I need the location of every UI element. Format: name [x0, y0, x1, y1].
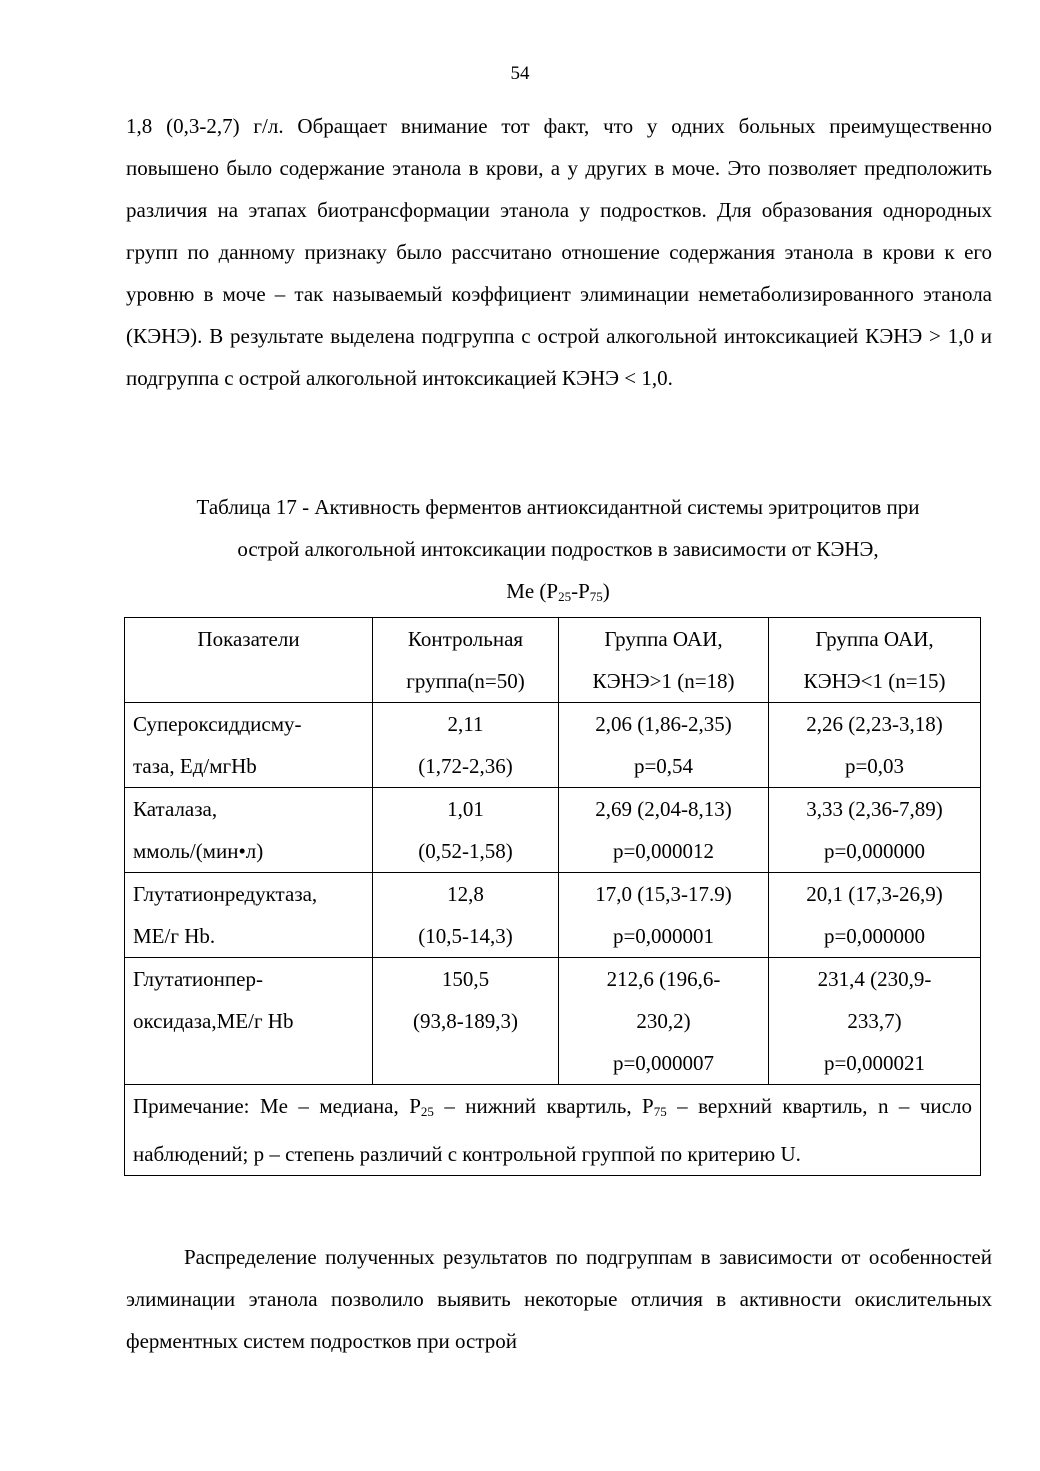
- cell-group-over-1: 17,0 (15,3-17.9) p=0,000001: [559, 873, 769, 958]
- table-note-row: [125, 1085, 981, 1176]
- caption-line-2: острой алкогольной интоксикации подростков в зависимости от КЭНЭ,: [237, 537, 879, 561]
- cell-control: 1,01 (0,52-1,58): [373, 788, 559, 873]
- table-header-row: [125, 618, 981, 703]
- header-cell-control: Контрольная группа(n=50): [373, 618, 559, 703]
- table-caption: [100, 486, 1016, 618]
- row-label: Супероксиддисму- таза, Ед/мгHb: [125, 703, 373, 788]
- cell-group-under-1: 20,1 (17,3-26,9) p=0,000000: [769, 873, 981, 958]
- cell-control: 150,5 (93,8-189,3): [373, 958, 559, 1085]
- page-number: 54: [510, 63, 530, 84]
- row-label: Каталаза, ммоль/(мин•л): [125, 788, 373, 873]
- header-cell-indicators: Показатели: [125, 618, 373, 703]
- row-label: Глутатионредуктаза, МЕ/г Hb.: [125, 873, 373, 958]
- cell-group-over-1: 2,06 (1,86-2,35) p=0,54: [559, 703, 769, 788]
- caption-line-1: Таблица 17 - Активность ферментов антиоксидантной системы эритроцитов при: [196, 495, 920, 519]
- cell-group-under-1: 2,26 (2,23-3,18) p=0,03: [769, 703, 981, 788]
- cell-group-under-1: 231,4 (230,9- 233,7) p=0,000021: [769, 958, 981, 1085]
- cell-group-over-1: 212,6 (196,6- 230,2) p=0,000007: [559, 958, 769, 1085]
- cell-group-over-1: 2,69 (2,04-8,13) p=0,000012: [559, 788, 769, 873]
- cell-group-under-1: 3,33 (2,36-7,89) p=0,000000: [769, 788, 981, 873]
- table-row: [125, 958, 981, 1085]
- header-cell-group-under-1: Группа ОАИ, КЭНЭ<1 (n=15): [769, 618, 981, 703]
- body-paragraph-intro: 1,8 (0,3-2,7) г/л. Обращает внимание тот факт, что у одних больных преимущественно повышено было содержание этанола в крови, а у других в моче. Это позволяет предположить различия на этапах биотрансформации этанола у подростков. Для образования однородных групп по данному признаку было рассчитано отношение содержания этанола в крови к его уровню в моче – так называемый коэффициент элиминации неметаболизированного этанола (КЭНЭ). В результате выделена подгруппа с острой алкогольной интоксикацией КЭНЭ > 1,0 и подгруппа с острой алкогольной интоксикацией КЭНЭ < 1,0.: [126, 114, 992, 390]
- enzyme-activity-table: [124, 617, 981, 1176]
- cell-control: 2,11 (1,72-2,36): [373, 703, 559, 788]
- body-paragraph-conclusion: Распределение полученных результатов по подгруппам в зависимости от особенностей элиминации этанола позволило выявить некоторые отличия в активности окислительных ферментных систем подростков при острой: [126, 1245, 992, 1353]
- table-row: [125, 703, 981, 788]
- caption-line-3: Me $(P_{25}-P_{75})$: [506, 579, 610, 604]
- cell-control: 12,8 (10,5-14,3): [373, 873, 559, 958]
- table-note: Примечание: Me – медиана, $P_{25}$ – нижний квартиль, $P_{75}$ – верхний квартиль, n – число наблюдений; p – степень различий с контрольной группой по критерию U.: [125, 1085, 981, 1176]
- table-row: [125, 873, 981, 958]
- table-row: [125, 788, 981, 873]
- row-label: Глутатионпер- оксидаза,МЕ/г Hb: [125, 958, 373, 1085]
- header-cell-group-over-1: Группа ОАИ, КЭНЭ>1 (n=18): [559, 618, 769, 703]
